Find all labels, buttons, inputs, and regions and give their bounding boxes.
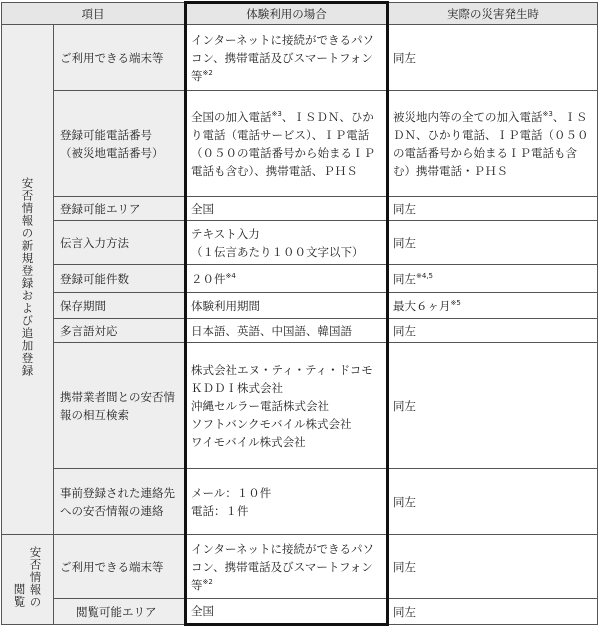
row-trial: メール：１０件 電話：１件 [186,469,388,535]
row-item: 事前登録された連絡先への安否情報の連絡 [54,469,186,535]
table-row [2,469,598,535]
category-register-label: 安否情報の新規登録および追加登録 [20,177,35,377]
row-item: 登録可能件数 [54,265,186,293]
category-browse-label-a: 閲覧 [12,583,27,609]
row-real: 同左 [388,535,598,599]
row-real: 同左 [388,469,598,535]
table-row [2,599,598,625]
row-trial: ２０件$^{※4}$ [186,265,388,293]
category-register [2,25,54,535]
row-trial: 体験利用期間 [186,293,388,319]
row-real: 同左$^{※4,5}$ [388,265,598,293]
header-item: 項目 [2,3,186,25]
row-item: 登録可能電話番号 （被災地電話番号） [54,91,186,197]
table-row [2,319,598,343]
row-real: 最大６ヶ月$^{※5}$ [388,293,598,319]
table-row [2,535,598,599]
row-trial: 全国 [186,197,388,221]
row-item: 登録可能エリア [54,197,186,221]
row-trial: 日本語、英語、中国語、韓国語 [186,319,388,343]
header-trial: 体験利用の場合 [186,3,388,25]
table-row [2,221,598,265]
row-item: 携帯業者間との安否情報の相互検索 [54,343,186,469]
row-trial: インターネットに接続ができるパソコン、携帯電話及びスマートフォン等$^{※2}$ [186,25,388,91]
table-row [2,293,598,319]
table-row [2,343,598,469]
header-row [2,3,598,25]
row-trial: テキスト入力 （１伝言あたり１００文字以下） [186,221,388,265]
category-browse-label-b: 安否情報の [28,545,43,609]
row-trial: 全国 [186,599,388,625]
row-item: 伝言入力方法 [54,221,186,265]
table-row [2,197,598,221]
carrier: 沖縄セルラー電話株式会社 [191,398,329,413]
carrier: 株式会社エヌ・ティ・ティ・ドコモ [191,362,373,377]
carrier: ワイモバイル株式会社 [191,434,306,449]
row-item: 保存期間 [54,293,186,319]
row-real: 同左 [388,343,598,469]
header-real: 実際の災害発生時 [388,3,598,25]
row-real: 被災地内等の全ての加入電話$^{※3}$、ＩＳＤＮ、ひかり電話、ＩＰ電話（０５０の電話番号から始まるＩＰ電話も含む）携帯電話・ＰＨＳ [388,91,598,197]
row-item: ご利用できる端末等 [54,535,186,599]
row-real: 同左 [388,25,598,91]
row-item: 閲覧可能エリア [54,599,186,625]
category-browse [2,535,54,625]
table-row [2,25,598,91]
row-trial: 全国の加入電話$^{※3}$、ＩＳＤＮ、ひかり電話（電話サービス）、ＩＰ電話（０５０の電話番号から始まるＩＰ電話も含む）、携帯電話、ＰＨＳ [186,91,388,197]
row-trial: インターネットに接続ができるパソコン、携帯電話及びスマートフォン等$^{※2}$ [186,535,388,599]
comparison-table [1,1,598,626]
row-real: 同左 [388,221,598,265]
row-trial [186,343,388,469]
carrier: ＫＤＤＩ株式会社 [191,380,283,395]
row-item: 多言語対応 [54,319,186,343]
table-row [2,91,598,197]
row-real: 同左 [388,319,598,343]
row-real: 同左 [388,197,598,221]
carrier: ソフトバンクモバイル株式会社 [191,416,352,431]
row-real: 同左 [388,599,598,625]
table-row [2,265,598,293]
row-item: ご利用できる端末等 [54,25,186,91]
